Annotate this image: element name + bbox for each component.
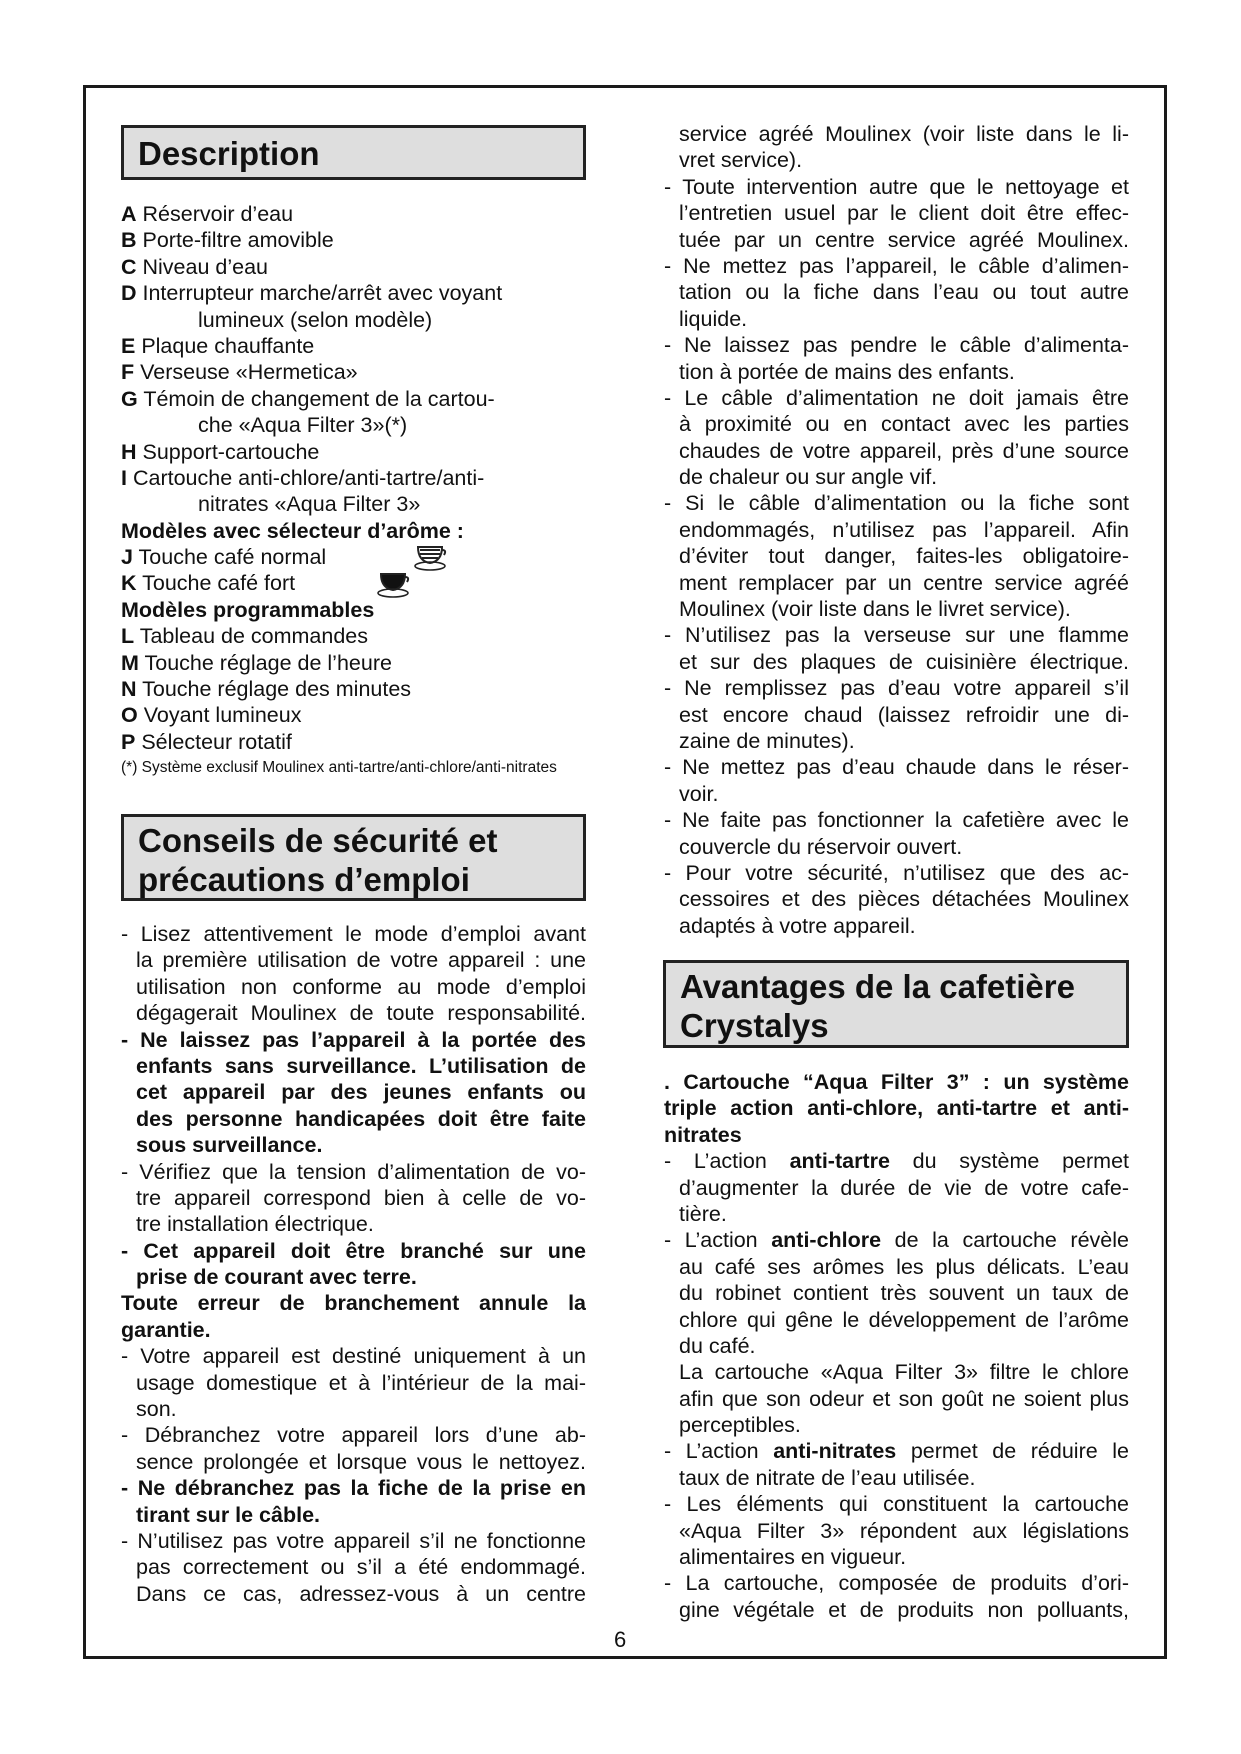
- text-line: couvercle du réservoir ouvert.: [679, 834, 963, 859]
- text-line: - Ne débranchez pas la fiche de la prise en: [121, 1476, 586, 1501]
- text-line: est encore chaud (laissez refroidir une di-: [679, 702, 1129, 727]
- text-line: chaudes de votre appareil, près d’une source: [679, 438, 1129, 463]
- text-line: [664, 1227, 1129, 1253]
- text-line: utilisation non conforme au mode d’emploi: [136, 974, 586, 999]
- text-line: [121, 650, 586, 676]
- bold-text: anti-nitrates: [773, 1439, 897, 1464]
- text-segment: Plaque chauffante: [135, 333, 315, 358]
- text-line: Moulinex (voir liste dans le livret service).: [679, 597, 1071, 622]
- bold-text: anti-tartre: [789, 1149, 890, 1174]
- text-line: tirant sur le câble.: [136, 1502, 321, 1527]
- conseils-title-line2: précautions d’emploi: [138, 861, 470, 898]
- bold-text: I: [121, 465, 127, 490]
- text-line: d’éviter tout danger, faites-les obligatoire-: [679, 544, 1129, 569]
- text-line: adaptés à votre appareil.: [679, 913, 916, 938]
- text-line: d’augmenter la durée de vie de votre cafe-: [679, 1175, 1129, 1200]
- text-line: gine végétale et de produits non polluants,: [679, 1597, 1129, 1622]
- text-line: [664, 1148, 1129, 1174]
- conseils-body-continued: [664, 121, 1129, 939]
- text-line: - Lisez attentivement le mode d’emploi avant: [121, 922, 586, 946]
- text-line: [121, 386, 586, 412]
- text-line: chlore qui gêne le développement de l’arôme: [679, 1307, 1129, 1332]
- text-line: voir.: [679, 781, 719, 806]
- bold-text: K: [121, 571, 137, 596]
- text-line: endommagés, n’utilisez pas l’appareil. Afin: [679, 517, 1129, 542]
- text-line: du robinet contient très souvent un taux de: [679, 1281, 1129, 1306]
- bold-text: N: [121, 677, 137, 702]
- text-line: [121, 544, 586, 570]
- text-line: afin que son odeur et son goût ne soient plus: [679, 1386, 1129, 1411]
- text-line: Modèles avec sélecteur d’arôme :: [121, 518, 464, 543]
- bold-text: G: [121, 386, 138, 411]
- text-line: vret service).: [679, 148, 803, 173]
- text-line: des personne handicapées doit être faite: [136, 1106, 586, 1131]
- text-line: sous surveillance.: [136, 1133, 323, 1158]
- text-segment: Réservoir d’eau: [136, 202, 294, 226]
- text-line: [121, 676, 586, 702]
- text-line: - N’utilisez pas votre appareil s’il ne fonctionne: [121, 1528, 586, 1553]
- bold-text: F: [121, 360, 135, 385]
- text-line: ment remplacer par un centre service agréé: [679, 570, 1129, 595]
- text-line: taux de nitrate de l’eau utilisée.: [679, 1465, 976, 1490]
- text-line: triple action anti-chlore, anti-tartre et anti-: [664, 1096, 1129, 1121]
- text-line: - Vérifiez que la tension d’alimentation de vo-: [121, 1159, 586, 1184]
- bold-text: C: [121, 254, 137, 279]
- text-line: - Ne remplissez pas d’eau votre appareil s’il: [664, 676, 1129, 701]
- text-line: - Ne mettez pas l’appareil, le câble d’alimen-: [664, 253, 1129, 278]
- bold-text: J: [121, 545, 133, 570]
- text-line: - Ne mettez pas d’eau chaude dans le réser-: [664, 755, 1129, 780]
- text-line: [121, 570, 586, 596]
- bold-text: D: [121, 281, 137, 306]
- text-segment: Touche réglage de l’heure: [138, 650, 392, 675]
- text-line: [121, 465, 586, 491]
- text-line: tion à portée de mains des enfants.: [679, 359, 1015, 384]
- conseils-title-line1: Conseils de sécurité et: [138, 822, 498, 859]
- text-segment: - L’action: [664, 1228, 772, 1253]
- bold-text: B: [121, 228, 137, 253]
- text-segment: Touche café normal: [132, 545, 327, 570]
- text-line: tuée par un centre service agréé Moulinex.: [679, 227, 1129, 252]
- text-segment: Tableau de commandes: [134, 624, 369, 649]
- text-line: liquide.: [679, 306, 748, 331]
- avantages-title-line2: Crystalys: [680, 1007, 829, 1044]
- bold-text: O: [121, 703, 138, 728]
- text-line: cessoires et des pièces détachées Moulinex: [679, 887, 1129, 912]
- text-segment: du système permet: [889, 1149, 1129, 1174]
- bold-text: L: [121, 624, 135, 649]
- text-line: [121, 729, 586, 755]
- description-title: Description: [138, 135, 320, 172]
- bold-text: P: [121, 729, 136, 754]
- avantages-body: [664, 1069, 1129, 1623]
- text-line: la première utilisation de votre appareil : une: [136, 948, 586, 973]
- text-line: - Votre appareil est destiné uniquement à un: [121, 1344, 586, 1369]
- text-segment: permet de réduire le: [896, 1439, 1129, 1464]
- text-segment: Support-cartouche: [136, 439, 320, 464]
- text-line: Dans ce cas, adressez-vous à un centre: [136, 1581, 586, 1606]
- text-segment: Voyant lumineux: [137, 703, 302, 728]
- text-line: - Le câble d’alimentation ne doit jamais être: [664, 385, 1129, 410]
- text-line: [121, 439, 586, 465]
- coffee-cup-strong-icon: [376, 571, 412, 599]
- text-line: La cartouche «Aqua Filter 3» filtre le chlore: [679, 1360, 1129, 1385]
- section-title-avantages: [663, 960, 1129, 1048]
- text-line: tre appareil correspond bien à celle de vo-: [136, 1185, 586, 1210]
- text-line: du café.: [679, 1333, 756, 1358]
- text-segment: Interrupteur marche/arrêt avec voyant: [136, 281, 503, 306]
- text-line: - Ne laissez pas l’appareil à la portée des: [121, 1027, 586, 1052]
- text-line: - Ne faite pas fonctionner la cafetière avec le: [664, 808, 1129, 833]
- text-line: son.: [136, 1397, 177, 1422]
- description-list: [121, 201, 586, 782]
- text-segment: Porte-filtre amovible: [136, 228, 334, 253]
- text-line: usage domestique et à l’intérieur de la mai-: [136, 1370, 586, 1395]
- text-line: tre installation électrique.: [136, 1212, 374, 1237]
- text-segment: - L’action: [664, 1439, 774, 1464]
- text-line: lumineux (selon modèle): [198, 307, 433, 332]
- text-line: - Ne laissez pas pendre le câble d’alimenta-: [664, 333, 1129, 358]
- text-line: nitrates «Aqua Filter 3»: [198, 492, 421, 517]
- text-line: et sur des plaques de cuisinière électrique.: [679, 649, 1129, 674]
- text-line: «Aqua Filter 3» répondent aux législations: [679, 1518, 1129, 1543]
- text-line: prise de courant avec terre.: [136, 1265, 417, 1290]
- text-line: dégagerait Moulinex de toute responsabilité.: [136, 1001, 586, 1026]
- coffee-cup-normal-icon: [413, 544, 449, 572]
- section-title-description: [121, 125, 586, 180]
- bold-text: E: [121, 333, 136, 358]
- text-line: sence prolongée et lorsque vous le nettoyez.: [136, 1449, 586, 1474]
- text-line: l’entretien usuel par le client doit être effec-: [679, 201, 1129, 226]
- text-line: cet appareil par des jeunes enfants ou: [136, 1080, 586, 1105]
- text-line: garantie.: [121, 1317, 211, 1342]
- text-line: [121, 333, 586, 359]
- text-line: che «Aqua Filter 3»(*): [198, 413, 408, 438]
- text-line: [121, 623, 586, 649]
- text-line: - N’utilisez pas la verseuse sur une flamme: [664, 623, 1129, 648]
- text-line: - Toute intervention autre que le nettoyage et: [664, 174, 1129, 199]
- text-segment: de la cartouche révèle: [881, 1228, 1129, 1253]
- text-line: [121, 702, 586, 728]
- text-segment: Sélecteur rotatif: [135, 729, 292, 754]
- text-line: tière.: [679, 1201, 727, 1226]
- bold-text: H: [121, 439, 137, 464]
- footnote: (*) Système exclusif Moulinex anti-tartre/anti-chlore/anti-nitrates: [121, 759, 557, 777]
- bold-text: anti-chlore: [771, 1228, 882, 1253]
- text-line: zaine de minutes).: [679, 728, 855, 753]
- text-line: au café ses arômes les plus délicats. L’eau: [679, 1254, 1129, 1279]
- text-line: de chaleur ou sur angle vif.: [679, 465, 938, 490]
- text-segment: Verseuse «Hermetica»: [134, 360, 358, 385]
- text-segment: - L’action: [664, 1149, 790, 1174]
- text-line: [121, 201, 586, 227]
- text-line: [121, 280, 586, 306]
- page-number: 6: [614, 1627, 627, 1652]
- text-segment: Niveau d’eau: [136, 254, 269, 279]
- text-line: perceptibles.: [679, 1413, 801, 1438]
- text-line: à proximité ou en contact avec les parties: [679, 412, 1129, 437]
- text-segment: Touche café fort: [136, 571, 296, 596]
- text-line: pas correctement ou s’il a été endommagé.: [136, 1555, 586, 1580]
- bold-text: M: [121, 650, 139, 675]
- text-line: - La cartouche, composée de produits d’ori-: [664, 1571, 1129, 1596]
- text-line: service agréé Moulinex (voir liste dans le li-: [679, 122, 1129, 146]
- text-line: - Débranchez votre appareil lors d’une ab-: [121, 1423, 586, 1448]
- text-line: - Les éléments qui constituent la cartouche: [664, 1492, 1129, 1517]
- text-segment: Témoin de changement de la cartou-: [137, 386, 495, 411]
- text-line: Modèles programmables: [121, 597, 375, 622]
- text-line: . Cartouche “Aqua Filter 3” : un système: [664, 1070, 1129, 1094]
- text-line: [121, 359, 586, 385]
- text-line: - Si le câble d’alimentation ou la fiche sont: [664, 491, 1129, 516]
- avantages-title-line1: Avantages de la cafetière: [680, 968, 1075, 1005]
- section-title-conseils: [121, 814, 586, 901]
- text-line: - Cet appareil doit être branché sur une: [121, 1238, 586, 1263]
- text-line: [121, 227, 586, 253]
- text-line: tation ou la fiche dans l’eau ou tout autre: [679, 280, 1129, 305]
- text-segment: Touche réglage des minutes: [136, 677, 412, 702]
- conseils-body: [121, 921, 586, 1607]
- text-line: enfants sans surveillance. L’utilisation de: [136, 1053, 586, 1078]
- text-line: [121, 254, 586, 280]
- text-line: [664, 1438, 1129, 1464]
- text-line: - Pour votre sécurité, n’utilisez que des ac-: [664, 860, 1129, 885]
- text-line: nitrates: [664, 1122, 742, 1147]
- text-line: alimentaires en vigueur.: [679, 1545, 907, 1570]
- text-segment: Cartouche anti-chlore/anti-tartre/anti-: [126, 465, 485, 490]
- text-line: Toute erreur de branchement annule la: [121, 1291, 586, 1316]
- bold-text: A: [121, 202, 137, 226]
